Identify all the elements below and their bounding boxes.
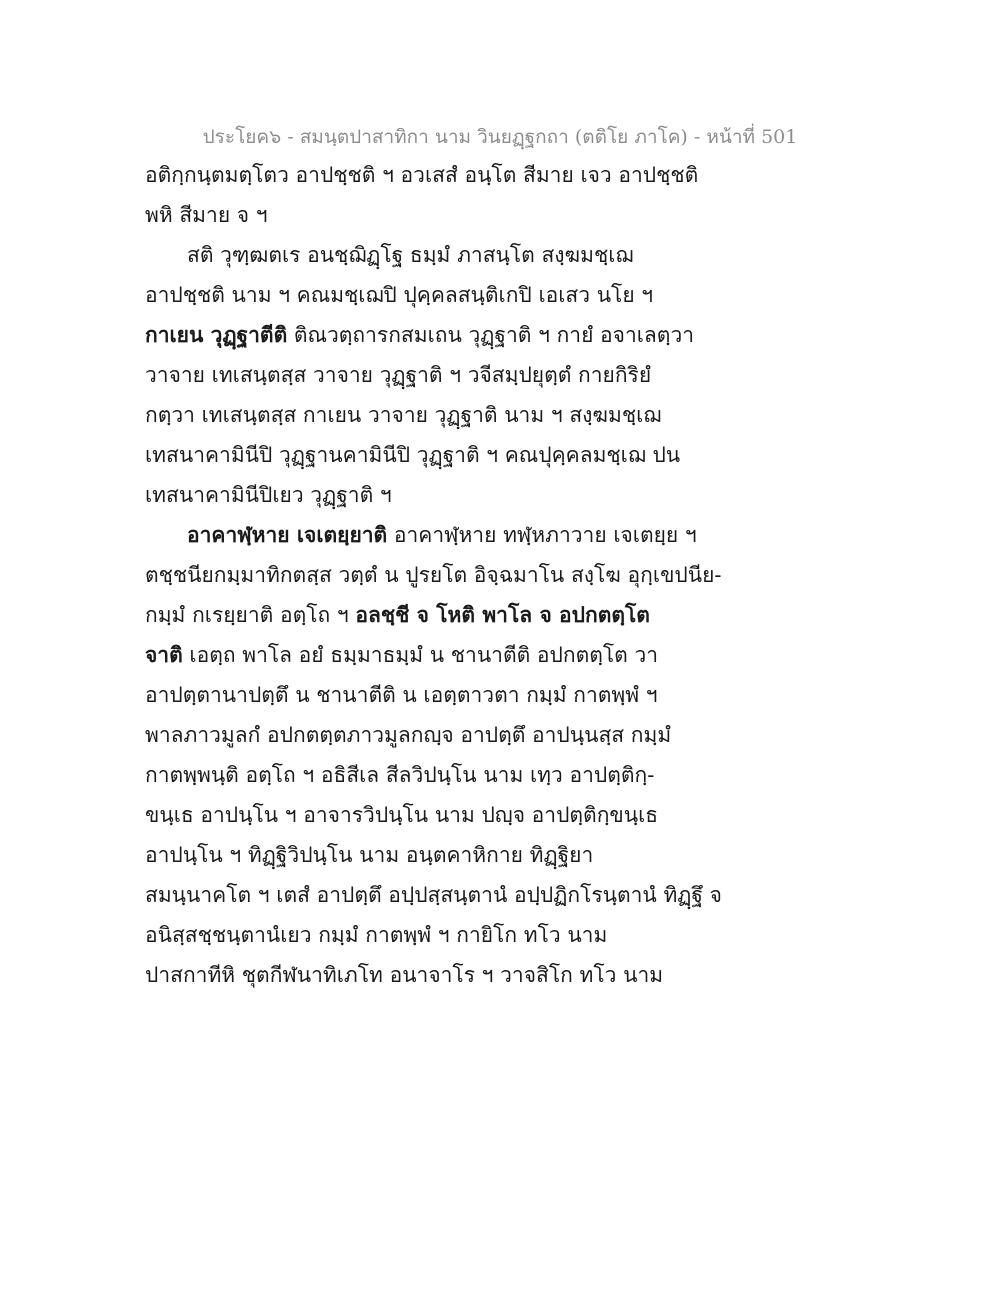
text-segment: อาปนฺโน ฯ ทิฏฺฐิวิปนฺโน นาม อนฺตคาหิกาย ทิฏฺฐิยา	[145, 843, 594, 867]
text-segment: ตชฺชนียกมฺมาทิกตสฺส วตฺตํ น ปูรยโต อิจฺฉมาโน สงฺโฆ อุกฺเขปนีย-	[145, 563, 722, 587]
text-segment: สมนฺนาคโต ฯ เตสํ อาปตฺตึ อปฺปสฺสนฺตานํ อปฺปฏิกโรนฺตานํ ทิฏฺฐึ จ	[145, 883, 722, 907]
text-line	[145, 635, 865, 675]
text-segment: อาคาฬฺหาย ทฬฺหภาวาย เจเตยฺย ฯ	[387, 523, 697, 547]
text-segment: อาปตฺตานาปตฺตึ น ชานาตีติ น เอตฺตาวตา กมฺมํ กาตพฺพํ ฯ	[145, 683, 658, 707]
text-segment: กมฺมํ กเรยฺยาติ อตฺโถ ฯ	[145, 603, 356, 627]
text-line	[145, 835, 865, 875]
text-line	[145, 715, 865, 755]
text-segment: ขนฺเธ อาปนฺโน ฯ อาจารวิปนฺโน นาม ปญฺจ อาปตฺติกฺขนฺเธ	[145, 803, 659, 827]
text-line	[145, 435, 865, 475]
text-segment: พาลภาวมูลกํ อปกตตฺตภาวมูลกญฺจ อาปตฺตึ อาปนฺนสฺส กมฺมํ	[145, 723, 672, 747]
bold-term: อาคาฬฺหาย เจเตยฺยาติ	[187, 522, 388, 547]
text-line	[145, 595, 865, 635]
running-header: ประโยค๖ - สมนฺตปาสาทิกา นาม วินยฏฺฐกถา (ตติโย ภาโค) - หน้าที่ 501	[202, 126, 798, 148]
text-line	[145, 195, 865, 235]
text-segment: ติณวตฺถารกสมเถน วุฏฺฐาติ ฯ กายํ อจาเลตฺวา	[287, 323, 695, 347]
text-line	[145, 395, 865, 435]
text-segment: สติ วุฑฺฒตเร อนชฺฌิฏฺโฐ ธมฺมํ ภาสนฺโต สงฺฆมชฺเฌ	[187, 243, 634, 267]
text-segment: ปาสกาทีหิ ชุตกีฬนาทิเภโท อนาจาโร ฯ วาจสิโก ทโว นาม	[145, 963, 664, 987]
text-segment: กตฺวา เทเสนฺตสฺส กาเยน วาจาย วุฏฺฐาติ นาม ฯ สงฺฆมชฺเฌ	[145, 403, 662, 427]
text-line	[145, 315, 865, 355]
text-segment: วาจาย เทเสนฺตสฺส วาจาย วุฏฺฐาติ ฯ วจีสมฺปยุตฺตํ กายกิริยํ	[145, 363, 652, 387]
text-line	[145, 235, 865, 275]
text-line	[145, 555, 865, 595]
text-segment: อติกฺกนฺตมตฺโตว อาปชฺชติ ฯ อวเสสํ อนฺโต สีมาย เจว อาปชฺชติ	[145, 163, 699, 187]
text-line	[145, 515, 865, 555]
text-line	[145, 915, 865, 955]
text-segment: เอตฺถ พาโล อยํ ธมฺมาธมฺมํ น ชานาตีติ อปกตตฺโต วา	[182, 643, 659, 667]
text-segment: อาปชฺชติ นาม ฯ คณมชฺเฌปิ ปุคฺคลสนฺติเกปิ เอเสว นโย ฯ	[145, 283, 654, 307]
text-segment: พหิ สีมาย จ ฯ	[145, 203, 268, 227]
body-text	[145, 155, 865, 995]
text-line	[145, 675, 865, 715]
text-line	[145, 955, 865, 995]
text-line	[145, 475, 865, 515]
text-segment: อนิสฺสชฺชนฺตานํเยว กมฺมํ กาตพฺพํ ฯ กายิโก ทโว นาม	[145, 923, 608, 947]
bold-term: อลชฺชี จ โหติ พาโล จ อปกตตฺโต	[355, 602, 650, 627]
text-line	[145, 795, 865, 835]
text-line	[145, 155, 865, 195]
text-line	[145, 275, 865, 315]
text-line	[145, 755, 865, 795]
bold-term: จาติ	[145, 642, 183, 667]
text-line	[145, 875, 865, 915]
text-line	[145, 355, 865, 395]
text-segment: เทสนาคามินีปิเยว วุฏฺฐาติ ฯ	[145, 483, 392, 507]
text-segment: กาตพฺพนฺติ อตฺโถ ฯ อธิสีเล สีลวิปนฺโน นาม เทฺว อาปตฺติกฺ-	[145, 763, 655, 787]
bold-term: กาเยน วุฏฺฐาตีติ	[145, 322, 288, 347]
text-segment: เทสนาคามินีปิ วุฏฺฐานคามินีปิ วุฏฺฐาติ ฯ คณปุคฺคลมชฺเฌ ปน	[145, 443, 681, 467]
